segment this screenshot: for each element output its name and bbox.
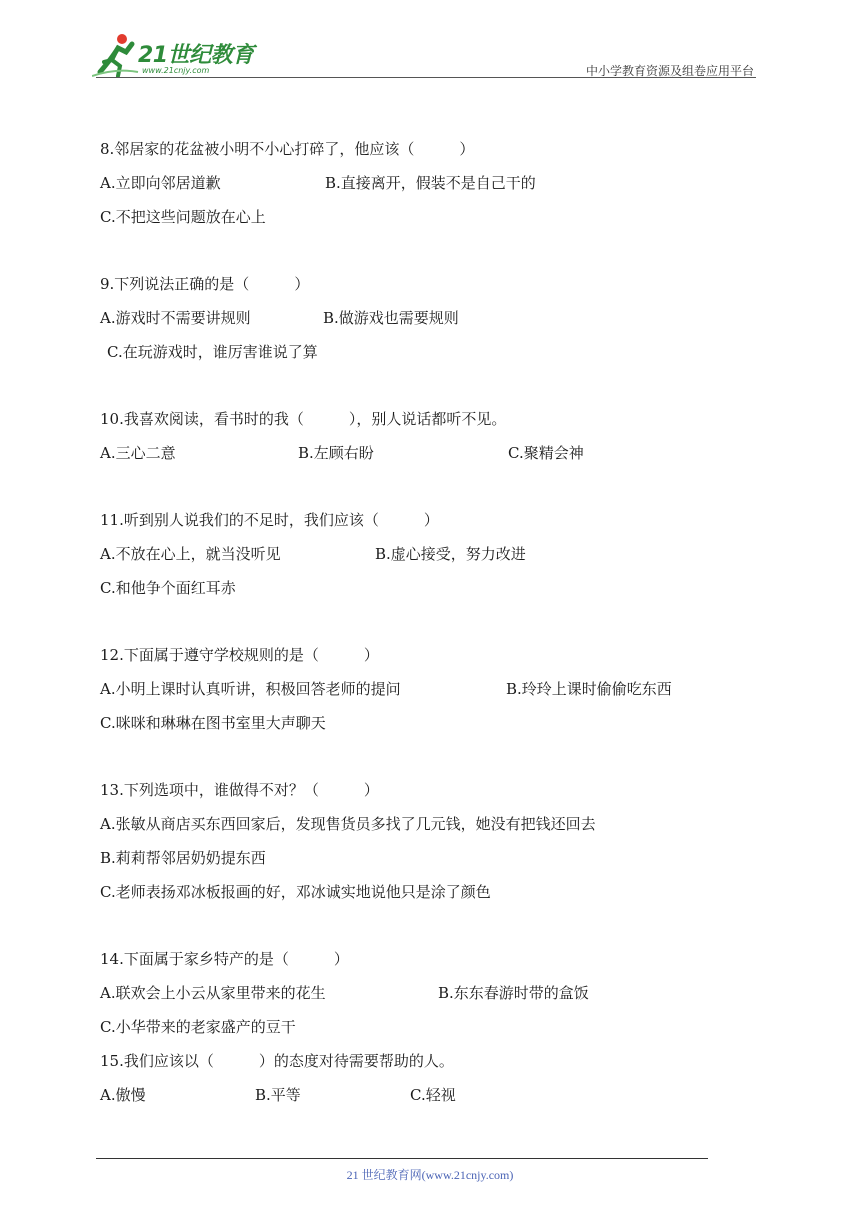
logo	[92, 32, 262, 80]
question-15-option-a: A.傲慢	[100, 1086, 146, 1104]
question-14-option-b: B.东东春游时带的盒饭	[438, 984, 589, 1002]
question-15-option-b: B.平等	[255, 1086, 301, 1104]
question-13-option-b: B.莉莉帮邻居奶奶提东西	[100, 849, 266, 867]
question-12-option-c: C.咪咪和琳琳在图书室里大声聊天	[100, 714, 326, 732]
question-8-option-c: C.不把这些问题放在心上	[100, 208, 266, 226]
question-11-stem: 11.听到别人说我们的不足时，我们应该（ ）	[100, 511, 439, 529]
page-header	[0, 0, 860, 90]
question-10-option-b: B.左顾右盼	[298, 444, 374, 462]
question-8-option-b: B.直接离开，假装不是自己干的	[325, 174, 536, 192]
question-11-option-a: A.不放在心上，就当没听见	[100, 545, 281, 563]
question-13-option-a: A.张敏从商店买东西回家后，发现售货员多找了几元钱，她没有把钱还回去	[100, 815, 596, 833]
question-14-option-a: A.联欢会上小云从家里带来的花生	[100, 984, 326, 1002]
question-9-option-a: A.游戏时不需要讲规则	[100, 309, 251, 327]
question-8-option-a: A.立即向邻居道歉	[100, 174, 221, 192]
question-15-option-c: C.轻视	[410, 1086, 456, 1104]
footer-link[interactable]: 21 世纪教育网(www.21cnjy.com)	[346, 1168, 514, 1182]
footer-divider	[96, 1158, 708, 1159]
question-9-option-c: C.在玩游戏时，谁厉害谁说了算	[107, 343, 318, 361]
question-13-stem: 13.下列选项中，谁做得不对？（ ）	[100, 781, 379, 799]
question-13-option-c: C.老师表扬邓冰板报画的好，邓冰诚实地说他只是涂了颜色	[100, 883, 491, 901]
logo-text: 21世纪教育	[138, 43, 254, 68]
runner-logo-icon	[92, 32, 140, 78]
question-12-option-b: B.玲玲上课时偷偷吃东西	[506, 680, 672, 698]
header-divider	[96, 77, 756, 78]
question-14-option-c: C.小华带来的老家盛产的豆干	[100, 1018, 296, 1036]
question-11-option-b: B.虚心接受，努力改进	[375, 545, 526, 563]
platform-name: 中小学教育资源及组卷应用平台	[585, 64, 754, 78]
question-12-stem: 12.下面属于遵守学校规则的是（ ）	[100, 646, 379, 664]
question-11-option-c: C.和他争个面红耳赤	[100, 579, 236, 597]
question-10-stem: 10.我喜欢阅读，看书时的我（ ），别人说话都听不见。	[100, 410, 507, 428]
question-14-stem: 14.下面属于家乡特产的是（ ）	[100, 950, 349, 968]
logo-url: www.21cnjy.com	[142, 66, 210, 75]
question-10-option-c: C.聚精会神	[508, 444, 584, 462]
question-12-option-a: A.小明上课时认真听讲，积极回答老师的提问	[100, 680, 401, 698]
question-8-stem: 8.邻居家的花盆被小明不小心打碎了，他应该（ ）	[100, 140, 475, 158]
question-9-stem: 9.下列说法正确的是（ ）	[100, 275, 310, 293]
question-10-option-a: A.三心二意	[100, 444, 176, 462]
question-9-option-b: B.做游戏也需要规则	[323, 309, 459, 327]
question-15-stem: 15.我们应该以（ ）的态度对待需要帮助的人。	[100, 1052, 454, 1070]
